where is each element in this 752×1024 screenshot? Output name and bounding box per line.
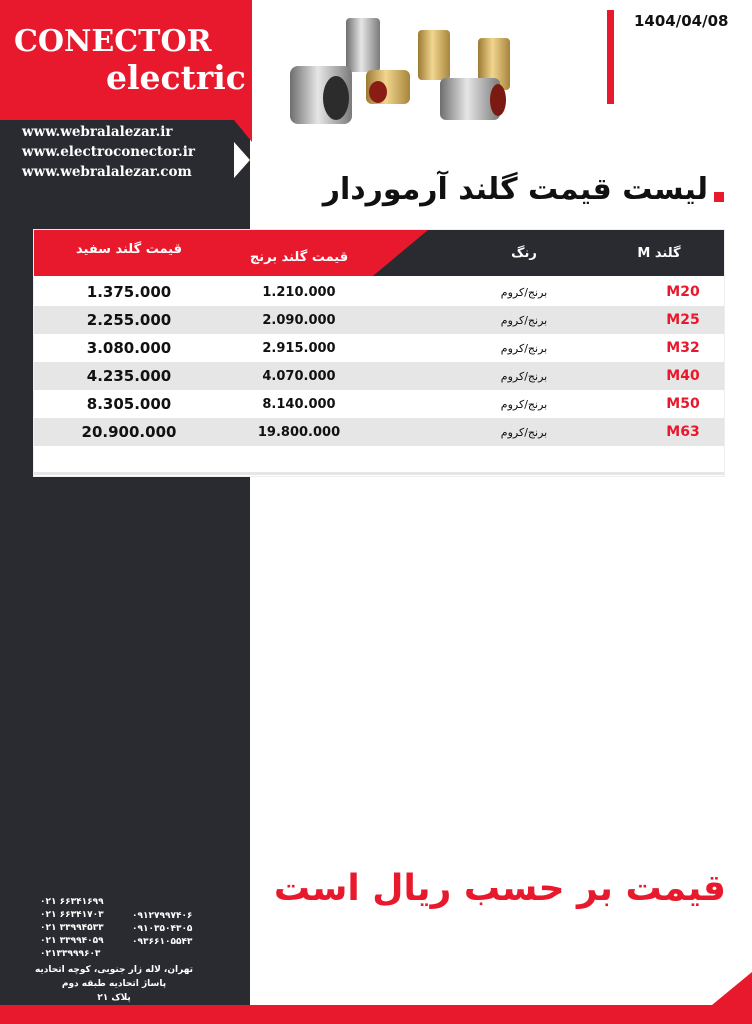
- table-bottom-rule: [34, 472, 724, 475]
- table-row: [34, 418, 724, 446]
- color-cell: برنج/کروم: [500, 369, 548, 383]
- brass-price-cell: 8.140.000: [262, 396, 336, 412]
- white-price-cell: 2.255.000: [86, 311, 172, 329]
- color-cell: برنج/کروم: [500, 425, 548, 439]
- landline-list: [40, 896, 104, 961]
- phone-number: ۰۲۱ ۳۳۹۹۴۰۵۹: [40, 936, 104, 946]
- page-title-text: لیست قیمت گلند آرموردار: [322, 172, 708, 207]
- size-cell: M50: [666, 396, 700, 412]
- corner-accent: [712, 972, 752, 1005]
- color-cell: برنج/کروم: [500, 313, 548, 327]
- table-row: [34, 306, 724, 334]
- white-price-cell: 1.375.000: [86, 283, 172, 301]
- brass-price-cell: 2.090.000: [262, 312, 336, 328]
- cable-gland-product-image: [272, 8, 538, 142]
- table-row: [34, 390, 724, 418]
- white-price-cell: 3.080.000: [86, 339, 172, 357]
- white-price-cell: 4.235.000: [86, 367, 172, 385]
- address-line: تهران، لاله زار جنوبی، کوچه اتحادیه: [34, 965, 194, 975]
- size-cell: M20: [666, 284, 700, 300]
- color-cell: برنج/کروم: [500, 341, 548, 355]
- brand-logo: [0, 0, 252, 120]
- logo-notch: [234, 120, 252, 142]
- size-cell: M25: [666, 312, 700, 328]
- title-bullet: [714, 192, 724, 202]
- brass-price-cell: 19.800.000: [257, 424, 341, 440]
- header-brass-price: قیمت گلند برنج: [249, 249, 349, 265]
- brass-price-cell: 1.210.000: [262, 284, 336, 300]
- white-price-cell: 20.900.000: [81, 423, 177, 441]
- address-line: پلاک ۲۱: [97, 993, 131, 1003]
- header-size: گلند M: [637, 245, 681, 261]
- mobile-number: ۰۹۱۰۳۵۰۴۳۰۵: [132, 924, 193, 934]
- size-cell: M32: [666, 340, 700, 356]
- brass-price-cell: 2.915.000: [262, 340, 336, 356]
- size-cell: M40: [666, 368, 700, 384]
- brand-line2: electric: [106, 58, 246, 97]
- mobile-number: ۰۹۱۲۷۹۹۷۴۰۶: [132, 911, 193, 921]
- address-line: پاساژ اتحادیه طبقه دوم: [61, 979, 167, 989]
- website-link[interactable]: www.webralalezar.ir: [22, 124, 173, 140]
- table-header: [34, 230, 724, 276]
- mobile-list: [132, 910, 192, 949]
- page-title: [323, 172, 724, 207]
- brass-price-cell: 4.070.000: [262, 368, 336, 384]
- date-accent-bar: [607, 10, 614, 104]
- table-row: [34, 362, 724, 390]
- panel-pointer: [234, 142, 250, 178]
- website-list: [22, 122, 195, 182]
- price-table: [34, 230, 724, 476]
- header-white-price: قیمت گلند سفید: [76, 241, 182, 257]
- table-row: [34, 334, 724, 362]
- address: [14, 963, 214, 1005]
- white-price-cell: 8.305.000: [86, 395, 172, 413]
- bottom-red-bar: [0, 1005, 752, 1024]
- phone-number: ۰۲۱ ۶۶۳۴۱۶۹۹: [40, 897, 104, 907]
- date-label: 1404/04/08: [634, 12, 729, 30]
- phone-number: ۰۲۱۳۳۹۹۹۶۰۳: [40, 949, 101, 959]
- brand-line1: CONECTOR: [14, 24, 212, 59]
- table-row: [34, 278, 724, 306]
- currency-note: قیمت بر حسب ریال است: [273, 868, 726, 909]
- phone-number: ۰۲۱ ۶۶۳۴۱۷۰۳: [40, 910, 104, 920]
- header-color: رنگ: [511, 245, 537, 261]
- mobile-number: ۰۹۳۶۶۱۰۵۵۴۳: [132, 937, 193, 947]
- size-cell: M63: [666, 424, 700, 440]
- phone-number: ۰۲۱ ۳۳۹۹۴۵۳۳: [40, 923, 104, 933]
- color-cell: برنج/کروم: [500, 397, 548, 411]
- website-link[interactable]: www.electroconector.ir: [22, 144, 195, 160]
- website-link[interactable]: www.webralalezar.com: [22, 164, 192, 180]
- color-cell: برنج/کروم: [500, 285, 548, 299]
